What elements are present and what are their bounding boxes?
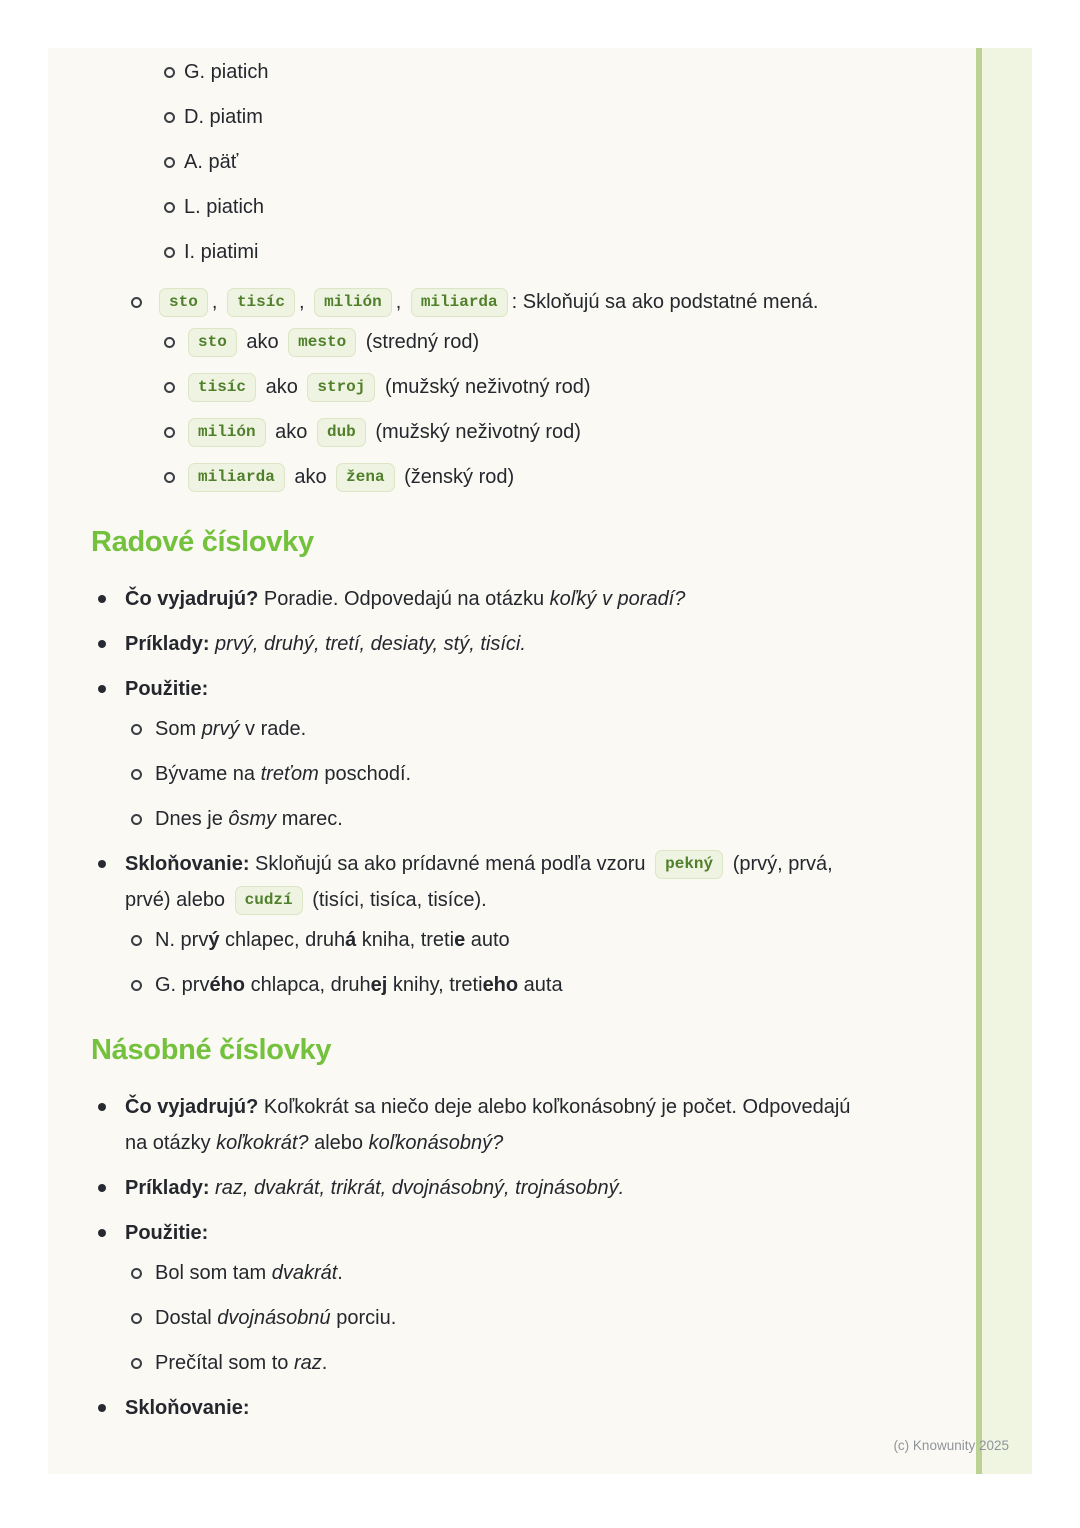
list-item bbox=[184, 324, 853, 360]
text-run: raz bbox=[293, 1352, 322, 1374]
text-run: (mužský neživotný rod) bbox=[379, 376, 591, 398]
text-run: ako bbox=[260, 376, 304, 398]
list-item bbox=[125, 846, 853, 1003]
text-run: (stredný rod) bbox=[360, 331, 480, 353]
list-item bbox=[155, 1345, 853, 1381]
text-run: Skloňovanie: bbox=[125, 1397, 250, 1419]
list-item bbox=[184, 414, 853, 450]
text-run: I. piatimi bbox=[184, 241, 259, 263]
text-run: Skloňovanie: bbox=[125, 853, 250, 875]
list-level-3 bbox=[155, 324, 853, 495]
list-item bbox=[184, 189, 853, 225]
code-chip: cudzí bbox=[235, 886, 303, 915]
text-run: . bbox=[337, 1262, 343, 1284]
text-run: marec. bbox=[276, 808, 343, 830]
text-run: á bbox=[345, 929, 357, 951]
watermark: (c) Knowunity 2025 bbox=[893, 1438, 1009, 1453]
text-run: , bbox=[395, 291, 407, 313]
text-run: v rade. bbox=[239, 718, 307, 740]
text-run: Dostal bbox=[155, 1307, 218, 1329]
list-item bbox=[125, 581, 853, 617]
text-run: Príklady: bbox=[125, 1177, 210, 1199]
text-run: L. piatich bbox=[184, 196, 265, 218]
text-run: koľkonásobný? bbox=[368, 1132, 504, 1154]
decorative-green-bar bbox=[976, 48, 1032, 1474]
text-run: Poradie. Odpovedajú na otázku bbox=[258, 588, 550, 610]
text-run: eho bbox=[482, 974, 519, 996]
text-run: Čo vyjadrujú? bbox=[125, 588, 259, 610]
list-item bbox=[155, 711, 853, 747]
text-run: ôsmy bbox=[228, 808, 277, 830]
text-run: e bbox=[454, 929, 466, 951]
text-run: chlapca, druh bbox=[245, 974, 371, 996]
list-level-1 bbox=[91, 581, 853, 1003]
list-level-1 bbox=[91, 1089, 853, 1426]
text-run: raz, dvakrát, trikrát, dvojnásobný, trojnásobný. bbox=[215, 1177, 625, 1199]
text-run: chlapec, druh bbox=[219, 929, 346, 951]
list-level-3 bbox=[91, 54, 853, 270]
code-chip: sto bbox=[188, 328, 237, 357]
code-chip: milión bbox=[188, 418, 266, 447]
text-run: Bývame na bbox=[155, 763, 261, 785]
text-run: G. prv bbox=[155, 974, 210, 996]
text-run: Bol som tam bbox=[155, 1262, 272, 1284]
text-run: ého bbox=[209, 974, 246, 996]
text-run: ako bbox=[240, 331, 285, 353]
text-run: Dnes je bbox=[155, 808, 229, 830]
text-run: G. piatich bbox=[184, 61, 269, 83]
code-chip: miliarda bbox=[411, 288, 508, 317]
text-run: Použitie: bbox=[125, 678, 209, 700]
text-run: Skloňujú sa ako prídavné mená podľa vzoru bbox=[249, 853, 652, 875]
text-run: ako bbox=[288, 466, 333, 488]
code-chip: milión bbox=[314, 288, 392, 317]
text-run: A. päť bbox=[184, 151, 239, 173]
code-chip: sto bbox=[159, 288, 208, 317]
text-run: , bbox=[211, 291, 223, 313]
list-item bbox=[184, 369, 853, 405]
text-run: ej bbox=[370, 974, 388, 996]
document-page bbox=[48, 48, 1032, 1474]
list-item bbox=[125, 1089, 853, 1161]
list-item bbox=[125, 1170, 853, 1206]
code-chip: tisíc bbox=[188, 373, 256, 402]
text-run: koľký v poradí? bbox=[549, 588, 686, 610]
text-run: Prečítal som to bbox=[155, 1352, 294, 1374]
text-run: porciu. bbox=[330, 1307, 397, 1329]
list-level-2 bbox=[91, 284, 853, 495]
list-item bbox=[155, 756, 853, 792]
list-item bbox=[155, 1255, 853, 1291]
list-item bbox=[125, 1215, 853, 1381]
text-run: : Skloňujú sa ako podstatné mená. bbox=[511, 291, 819, 313]
text-run: auta bbox=[518, 974, 563, 996]
text-run: treťom bbox=[260, 763, 319, 785]
list-item bbox=[184, 54, 853, 90]
text-run: kniha, treti bbox=[356, 929, 455, 951]
list-item bbox=[155, 801, 853, 837]
text-run: . bbox=[321, 1352, 328, 1374]
text-run: N. prv bbox=[155, 929, 209, 951]
section-heading: Radové číslovky bbox=[91, 526, 314, 558]
list-level-2 bbox=[125, 922, 853, 1003]
text-run: (tisíci, tisíca, tisíce). bbox=[306, 889, 487, 911]
text-run: prvý, druhý, tretí, desiaty, stý, tisíci. bbox=[215, 633, 526, 655]
text-run: (mužský neživotný rod) bbox=[369, 421, 581, 443]
text-run: koľkokrát? bbox=[216, 1132, 309, 1154]
text-run: dvojnásobnú bbox=[217, 1307, 331, 1329]
list-level-2 bbox=[125, 711, 853, 837]
section-heading: Násobné číslovky bbox=[91, 1034, 332, 1066]
list-item bbox=[125, 1390, 853, 1426]
list-item bbox=[155, 1300, 853, 1336]
text-run: dvakrát bbox=[271, 1262, 338, 1284]
text-run: D. piatim bbox=[184, 106, 263, 128]
text-run: Príklady: bbox=[125, 633, 210, 655]
code-chip: žena bbox=[336, 463, 394, 492]
code-chip: pekný bbox=[655, 850, 723, 879]
list-item bbox=[184, 234, 853, 270]
text-run: , bbox=[298, 291, 311, 313]
list-item bbox=[125, 671, 853, 837]
code-chip: mesto bbox=[288, 328, 356, 357]
text-run: ako bbox=[269, 421, 313, 443]
text-run: ý bbox=[208, 929, 220, 951]
text-run: Použitie: bbox=[125, 1222, 209, 1244]
page-content bbox=[48, 48, 853, 1426]
list-item bbox=[125, 626, 853, 662]
list-level-2 bbox=[125, 1255, 853, 1381]
text-run: Koľkokrát sa niečo deje alebo koľkonásobný je počet. Odpovedajú na otázky bbox=[125, 1096, 851, 1154]
text-run: (ženský rod) bbox=[398, 466, 515, 488]
list-item bbox=[184, 144, 853, 180]
text-run: poschodí. bbox=[318, 763, 412, 785]
text-run: (prvý, prvá, prvé) alebo bbox=[125, 853, 833, 911]
text-run: alebo bbox=[308, 1132, 369, 1154]
text-run: auto bbox=[465, 929, 510, 951]
code-chip: stroj bbox=[307, 373, 375, 402]
list-item bbox=[155, 284, 853, 495]
code-chip: miliarda bbox=[188, 463, 285, 492]
text-run: Čo vyjadrujú? bbox=[125, 1096, 259, 1118]
code-chip: tisíc bbox=[227, 288, 295, 317]
list-item bbox=[184, 99, 853, 135]
text-run: Som bbox=[155, 718, 202, 740]
list-item bbox=[155, 967, 853, 1003]
list-item bbox=[184, 459, 853, 495]
code-chip: dub bbox=[317, 418, 366, 447]
text-run: knihy, treti bbox=[387, 974, 483, 996]
text-run: prvý bbox=[201, 718, 240, 740]
list-item bbox=[155, 922, 853, 958]
